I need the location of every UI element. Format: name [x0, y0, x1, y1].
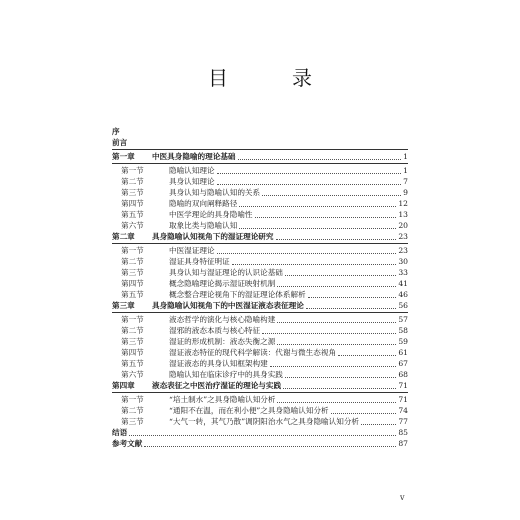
toc-entry-title: 隐喻的双向阐释路径 [169, 199, 238, 208]
toc-leader-dots [217, 253, 397, 254]
toc-entry-title: 液态表征之中医治疗湿证的理论与实践 [152, 381, 282, 390]
toc-entry-number: 第四章 [112, 381, 135, 390]
toc-entry [112, 289, 408, 300]
toc-entry-page: 41 [398, 279, 408, 288]
toc-entry-number: 第三节 [121, 188, 144, 197]
toc-entry-page: 33 [398, 268, 408, 277]
toc-entry-title: 序 [112, 127, 120, 136]
toc-entry-page: 13 [398, 210, 408, 219]
toc-leader-dots [238, 159, 402, 160]
toc-entry [112, 438, 408, 449]
toc-entry-number: 第五节 [121, 210, 144, 219]
table-of-contents [112, 126, 408, 449]
toc-entry-title: 具身认知理论 [169, 177, 215, 186]
toc-entry-page: 74 [398, 406, 408, 415]
toc-leader-dots [277, 402, 396, 403]
toc-entry [112, 416, 408, 427]
toc-entry-page: 58 [398, 326, 408, 335]
toc-entry [112, 336, 408, 347]
toc-entry-number: 第六节 [121, 221, 144, 230]
toc-entry-title: 概念整合理论视角下的湿证理论体系解析 [169, 290, 306, 299]
toc-leader-dots [331, 413, 397, 414]
toc-entry-number: 第二节 [121, 177, 144, 186]
toc-entry-page: 9 [403, 188, 408, 197]
toc-entry-number: 第四节 [121, 279, 144, 288]
toc-entry-title: 具身认知与湿证理论的认识论基础 [169, 268, 283, 277]
toc-leader-dots [129, 435, 396, 436]
toc-entry-title: 具身认知与隐喻认知的关系 [169, 188, 261, 197]
toc-entry-number: 第一节 [121, 166, 144, 175]
toc-leader-dots [338, 355, 396, 356]
page-title: 目 录 [208, 66, 334, 90]
toc-entry-title: 具身隐喻认知视角下的湿证理论研究 [152, 232, 274, 241]
toc-entry-title: 取象比类与隐喻认知 [169, 221, 238, 230]
toc-leader-dots [255, 217, 397, 218]
toc-entry-page: 77 [398, 417, 408, 426]
toc-entry [112, 137, 408, 148]
toc-entry [112, 405, 408, 416]
toc-entry-title: 参考文献 [112, 439, 143, 448]
toc-entry [112, 267, 408, 278]
toc-entry-title: 中医湿证理论 [169, 246, 215, 255]
toc-entry [112, 220, 408, 231]
toc-entry-number: 第五节 [121, 290, 144, 299]
toc-entry-page: 7 [403, 177, 408, 186]
toc-leader-dots [262, 195, 401, 196]
toc-entry-number: 第五节 [121, 359, 144, 368]
toc-entry-page: 56 [398, 301, 408, 310]
divider [112, 243, 408, 244]
toc-entry [112, 231, 408, 242]
toc-entry-title: 液态哲学的演化与核心隐喻构建 [169, 315, 276, 324]
toc-leader-dots [361, 424, 396, 425]
toc-entry-page: 68 [398, 370, 408, 379]
toc-entry-number: 第二章 [112, 232, 135, 241]
toc-entry-page: 59 [398, 337, 408, 346]
toc-leader-dots [239, 228, 396, 229]
toc-entry-number: 第一节 [121, 246, 144, 255]
toc-leader-dots [270, 366, 397, 367]
toc-entry-page: 30 [398, 257, 408, 266]
toc-leader-dots [276, 239, 397, 240]
toc-entry-number: 第二节 [121, 326, 144, 335]
toc-entry-title: “培土制水”之具身隐喻认知分析 [169, 395, 276, 404]
toc-leader-dots [277, 286, 396, 287]
toc-entry [112, 347, 408, 358]
toc-entry [112, 165, 408, 176]
toc-leader-dots [308, 297, 397, 298]
toc-entry [112, 151, 408, 162]
toc-entry-title: 前言 [112, 138, 128, 147]
toc-entry-number: 第三节 [121, 268, 144, 277]
toc-entry-number: 第六节 [121, 370, 144, 379]
toc-entry-number: 第三节 [121, 337, 144, 346]
toc-leader-dots [306, 308, 396, 309]
toc-entry-number: 第四节 [121, 199, 144, 208]
toc-entry-number: 第一章 [112, 152, 135, 161]
toc-entry-title: 湿邪的液态本质与核心特征 [169, 326, 261, 335]
toc-entry [112, 209, 408, 220]
divider [112, 149, 408, 150]
toc-leader-dots [285, 275, 396, 276]
toc-entry-page: 61 [398, 348, 408, 357]
toc-entry-number: 第一节 [121, 395, 144, 404]
toc-entry-title: 湿证液态的具身认知框架构建 [169, 359, 268, 368]
toc-entry-page: 67 [398, 359, 408, 368]
toc-entry-number: 第二节 [121, 406, 144, 415]
toc-entry-number: 第三节 [121, 417, 144, 426]
toc-leader-dots [277, 322, 396, 323]
toc-entry [112, 278, 408, 289]
toc-entry-title: 湿证液态特征的现代科学解读：代谢与微生态视角 [169, 348, 337, 357]
toc-entry-page: 57 [398, 315, 408, 324]
toc-entry-title: 湿证具身特征明证 [169, 257, 230, 266]
toc-entry-page: 46 [398, 290, 408, 299]
toc-entry [112, 314, 408, 325]
toc-entry [112, 256, 408, 267]
toc-entry [112, 358, 408, 369]
page-number: v [400, 493, 405, 502]
toc-entry-page: 1 [403, 166, 408, 175]
toc-entry-page: 23 [398, 232, 408, 241]
toc-leader-dots [217, 173, 402, 174]
toc-entry [112, 369, 408, 380]
divider [112, 163, 408, 164]
toc-entry-number: 第四节 [121, 348, 144, 357]
toc-entry-title: 结语 [112, 428, 128, 437]
toc-entry-number: 第三章 [112, 301, 135, 310]
toc-leader-dots [144, 446, 396, 447]
toc-entry [112, 198, 408, 209]
divider [112, 312, 408, 313]
toc-entry-title: 中医具身隐喻的理论基础 [152, 152, 236, 161]
toc-entry-number: 第二节 [121, 257, 144, 266]
toc-leader-dots [232, 264, 397, 265]
toc-entry [112, 427, 408, 438]
toc-entry [112, 245, 408, 256]
toc-entry-page: 71 [398, 395, 408, 404]
toc-entry-page: 12 [398, 199, 408, 208]
toc-leader-dots [262, 333, 396, 334]
toc-entry-title: 隐喻认知理论 [169, 166, 215, 175]
toc-leader-dots [277, 344, 396, 345]
toc-entry-title: 具身隐喻认知视角下的中医湿证液态表征理论 [152, 301, 304, 310]
toc-entry-page: 20 [398, 221, 408, 230]
toc-entry [112, 126, 408, 137]
toc-entry-title: 湿证的形成机制：液态失衡之源 [169, 337, 276, 346]
toc-entry [112, 325, 408, 336]
toc-entry-page: 87 [398, 439, 408, 448]
toc-entry [112, 176, 408, 187]
toc-entry-page: 23 [398, 246, 408, 255]
toc-entry-title: 隐喻认知在临床诊疗中的具身实践 [169, 370, 283, 379]
toc-entry-title: “大气一转，其气乃散”调阴阳治水气之具身隐喻认知分析 [169, 417, 360, 426]
toc-entry-page: 71 [398, 381, 408, 390]
toc-entry-title: 概念隐喻理论揭示湿证映射机制 [169, 279, 276, 288]
toc-entry-number: 第一节 [121, 315, 144, 324]
toc-leader-dots [285, 377, 396, 378]
toc-entry [112, 187, 408, 198]
toc-leader-dots [283, 388, 396, 389]
toc-entry-page: 1 [403, 152, 408, 161]
divider [112, 392, 408, 393]
toc-entry-page: 85 [398, 428, 408, 437]
toc-entry [112, 300, 408, 311]
toc-entry [112, 394, 408, 405]
toc-entry-title: 中医学理论的具身隐喻性 [169, 210, 253, 219]
toc-leader-dots [217, 184, 402, 185]
toc-entry-title: “通阳不在温，而在利小便”之具身隐喻认知分析 [169, 406, 329, 415]
toc-entry [112, 380, 408, 391]
toc-leader-dots [239, 206, 396, 207]
